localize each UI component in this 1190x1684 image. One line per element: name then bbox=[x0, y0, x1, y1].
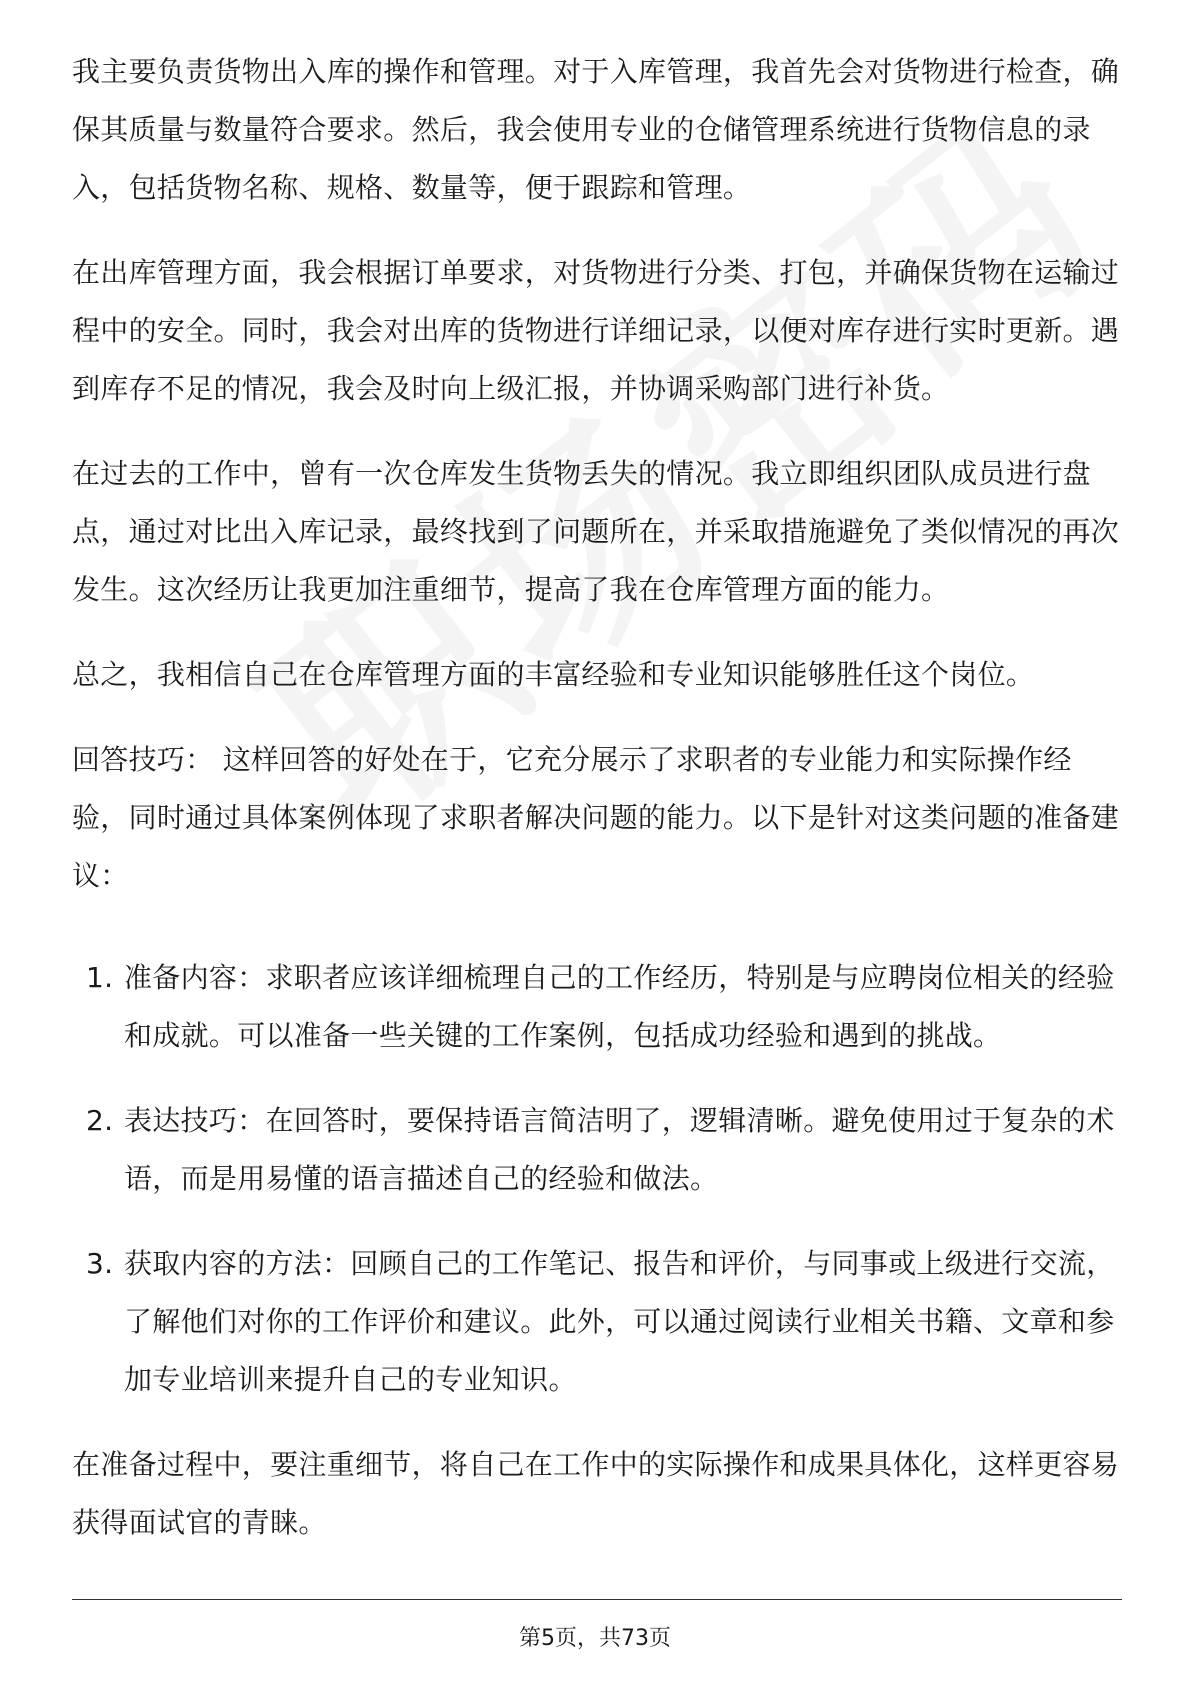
page-number: 第5页，共73页 bbox=[519, 1626, 671, 1651]
paragraph-answer-tips: 回答技巧： 这样回答的好处在于，它充分展示了求职者的专业能力和实际操作经验，同时通过具体案例体现了求职者解决问题的能力。以下是针对这类问题的准备建议： bbox=[72, 743, 1120, 892]
paragraph-experience: 在过去的工作中，曾有一次仓库发生货物丢失的情况。我立即组织团队成员进行盘点，通过对比出入库记录，最终找到了问题所在，并采取措施避免了类似情况的再次发生。这次经历让我更加注重细节，提高了我在仓库管理方面的能力。 bbox=[72, 457, 1120, 606]
list-item-number: 2. bbox=[86, 1104, 114, 1137]
document-body bbox=[72, 43, 1122, 1579]
list-item-text: 表达技巧：在回答时，要保持语言简洁明了，逻辑清晰。避免使用过于复杂的术语，而是用易懂的语言描述自己的经验和做法。 bbox=[124, 1104, 1115, 1195]
paragraph-closing: 在准备过程中，要注重细节，将自己在工作中的实际操作和成果具体化，这样更容易获得面试官的青睐。 bbox=[72, 1448, 1120, 1539]
paragraph-inbound: 我主要负责货物出入库的操作和管理。对于入库管理，我首先会对货物进行检查，确保其质量与数量符合要求。然后，我会使用专业的仓储管理系统进行货物信息的录入，包括货物名称、规格、数量等，便于跟踪和管理。 bbox=[72, 55, 1120, 204]
list-item-number: 3. bbox=[86, 1247, 114, 1280]
preparation-list bbox=[72, 949, 1122, 1409]
list-item-number: 1. bbox=[86, 961, 114, 994]
list-item bbox=[72, 949, 1122, 1065]
list-item-text: 获取内容的方法：回顾自己的工作笔记、报告和评价，与同事或上级进行交流，了解他们对你的工作评价和建议。此外，可以通过阅读行业相关书籍、文章和参加专业培训来提升自己的专业知识。 bbox=[124, 1247, 1115, 1396]
paragraph-outbound: 在出库管理方面，我会根据订单要求，对货物进行分类、打包，并确保货物在运输过程中的安全。同时，我会对出库的货物进行详细记录，以便对库存进行实时更新。遇到库存不足的情况，我会及时向上级汇报，并协调采购部门进行补货。 bbox=[72, 256, 1120, 405]
list-item bbox=[72, 1092, 1122, 1208]
list-item-text: 准备内容：求职者应该详细梳理自己的工作经历，特别是与应聘岗位相关的经验和成就。可以准备一些关键的工作案例，包括成功经验和遇到的挑战。 bbox=[124, 961, 1115, 1052]
list-item bbox=[72, 1235, 1122, 1409]
paragraph-summary: 总之，我相信自己在仓库管理方面的丰富经验和专业知识能够胜任这个岗位。 bbox=[72, 658, 1035, 691]
footer-divider bbox=[72, 1599, 1122, 1600]
